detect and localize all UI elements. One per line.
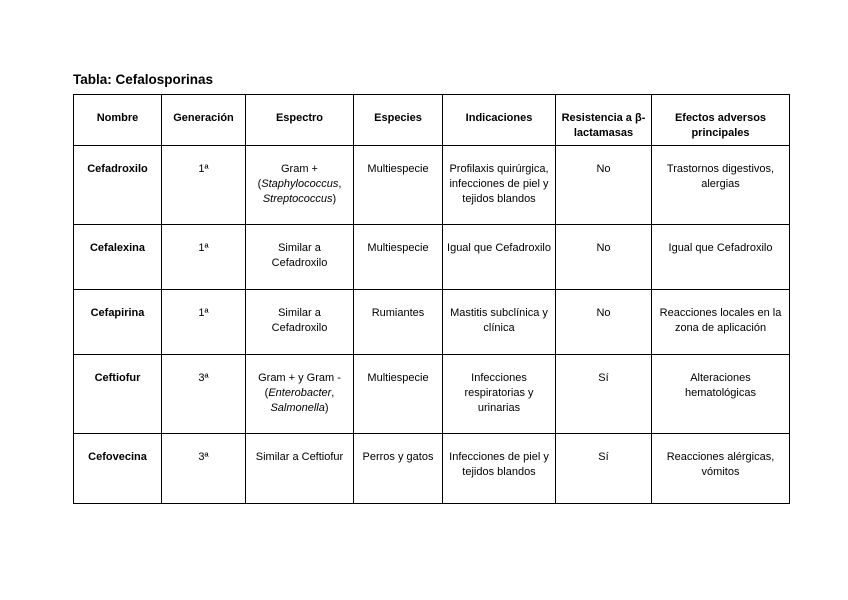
spectrum-text: Similar a Cefadroxilo bbox=[271, 307, 328, 334]
species-cell: Rumiantes bbox=[354, 290, 443, 355]
spectrum-cell bbox=[246, 434, 354, 504]
table-row bbox=[74, 146, 790, 225]
spectrum-cell bbox=[246, 225, 354, 290]
resistance-cell: No bbox=[556, 225, 652, 290]
drug-name-cell: Cefadroxilo bbox=[74, 146, 162, 225]
drug-name-cell: Cefapirina bbox=[74, 290, 162, 355]
table-row bbox=[74, 290, 790, 355]
header-cell: Nombre bbox=[74, 95, 162, 146]
spectrum-text: ) bbox=[324, 402, 329, 414]
indications-cell: Mastitis subclínica y clínica bbox=[443, 290, 556, 355]
organism-name: Streptococcus bbox=[262, 193, 333, 205]
resistance-cell: Sí bbox=[556, 434, 652, 504]
header-cell: Especies bbox=[354, 95, 443, 146]
adverse-effects-cell: Trastornos digestivos, alergias bbox=[652, 146, 790, 225]
spectrum-cell bbox=[246, 290, 354, 355]
header-cell: Indicaciones bbox=[443, 95, 556, 146]
table-row bbox=[74, 355, 790, 434]
spectrum-cell bbox=[246, 355, 354, 434]
resistance-cell: Sí bbox=[556, 355, 652, 434]
cephalosporins-table bbox=[73, 94, 790, 504]
generation-cell: 1ª bbox=[162, 146, 246, 225]
species-cell: Multiespecie bbox=[354, 355, 443, 434]
header-cell: Generación bbox=[162, 95, 246, 146]
spectrum-text: Gram + y Gram - ( bbox=[258, 372, 341, 399]
generation-cell: 3ª bbox=[162, 434, 246, 504]
adverse-effects-cell: Reacciones locales en la zona de aplicación bbox=[652, 290, 790, 355]
species-cell: Multiespecie bbox=[354, 225, 443, 290]
generation-cell: 1ª bbox=[162, 225, 246, 290]
header-cell: Efectos adversos principales bbox=[652, 95, 790, 146]
species-cell: Multiespecie bbox=[354, 146, 443, 225]
spectrum-cell bbox=[246, 146, 354, 225]
generation-cell: 3ª bbox=[162, 355, 246, 434]
header-row bbox=[74, 95, 790, 146]
resistance-cell: No bbox=[556, 290, 652, 355]
spectrum-text: Similar a Ceftiofur bbox=[255, 451, 344, 463]
table-title: Tabla: Cefalosporinas bbox=[73, 72, 214, 87]
organism-name: Enterobacter bbox=[268, 387, 332, 399]
indications-cell: Infecciones respiratorias y urinarias bbox=[443, 355, 556, 434]
spectrum-text: , bbox=[331, 387, 335, 399]
drug-name-cell: Cefalexina bbox=[74, 225, 162, 290]
spectrum-text: ) bbox=[332, 193, 337, 205]
indications-cell: Infecciones de piel y tejidos blandos bbox=[443, 434, 556, 504]
spectrum-text: , bbox=[338, 178, 342, 190]
spectrum-text: Similar a Cefadroxilo bbox=[271, 242, 328, 269]
adverse-effects-cell: Igual que Cefadroxilo bbox=[652, 225, 790, 290]
organism-name: Staphylococcus bbox=[261, 178, 339, 190]
table-row bbox=[74, 225, 790, 290]
table-row bbox=[74, 434, 790, 504]
adverse-effects-cell: Alteraciones hematológicas bbox=[652, 355, 790, 434]
resistance-cell: No bbox=[556, 146, 652, 225]
generation-cell: 1ª bbox=[162, 290, 246, 355]
drug-name-cell: Ceftiofur bbox=[74, 355, 162, 434]
drug-name-cell: Cefovecina bbox=[74, 434, 162, 504]
spectrum-text: Gram + ( bbox=[257, 163, 318, 190]
adverse-effects-cell: Reacciones alérgicas, vómitos bbox=[652, 434, 790, 504]
organism-name: Salmonella bbox=[270, 402, 325, 414]
species-cell: Perros y gatos bbox=[354, 434, 443, 504]
header-cell: Espectro bbox=[246, 95, 354, 146]
header-cell: Resistencia a β-lactamasas bbox=[556, 95, 652, 146]
indications-cell: Profilaxis quirúrgica, infecciones de piel y tejidos blandos bbox=[443, 146, 556, 225]
indications-cell: Igual que Cefadroxilo bbox=[443, 225, 556, 290]
